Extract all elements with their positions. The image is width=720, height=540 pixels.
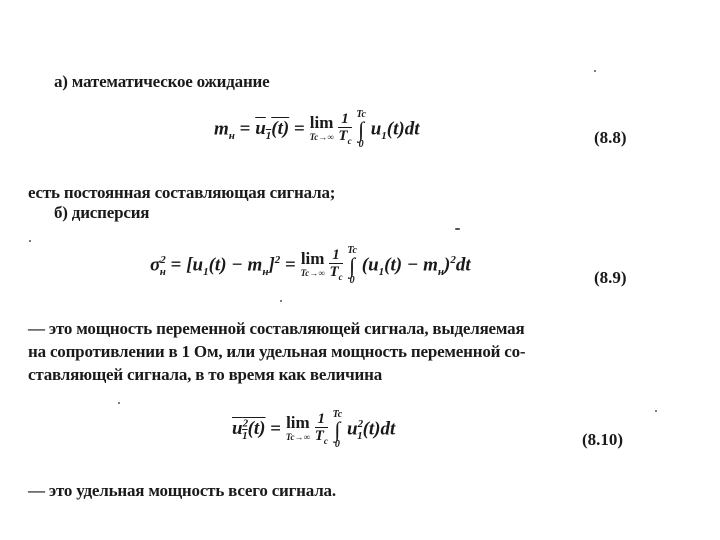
scan-speck xyxy=(118,402,120,404)
item-b-label: б) дисперсия xyxy=(54,203,150,222)
equation-8-9: $\sigma^2_н = [u_1(t) - m_н]^2$ = lim Tc→∞ $\frac{1}{T_c}$ Tc ∫ 0 $(u_1(t) - m_н)^2dt$ xyxy=(150,245,471,286)
equation-8-8: $m_н = u_1(t)$ = lim Tc→∞ $\frac{1}{T_c}$ Tc ∫ 0 $u_1(t)dt$ xyxy=(214,109,420,150)
equation-number-8-8: (8.8) xyxy=(594,128,627,147)
paragraph-line-1: — это мощность переменной составляющей сигнала, выделяемая xyxy=(28,319,525,338)
scan-speck xyxy=(655,410,657,412)
scan-speck xyxy=(455,228,460,230)
scan-speck xyxy=(594,70,596,72)
equation-number-8-9: (8.9) xyxy=(594,268,627,287)
equation-8-10: $u^2_1(t)$ = lim Tc→∞ $\frac{1}{T_c}$ Tc ∫ 0 $u^2_1(t)dt$ xyxy=(232,409,396,450)
scan-speck xyxy=(280,300,282,302)
paragraph-line-2: на сопротивлении в 1 Ом, или удельная мощность переменной со- xyxy=(28,342,526,361)
equation-number-8-10: (8.10) xyxy=(582,430,624,449)
scan-speck xyxy=(29,240,31,242)
item-a-label: а) математическое ожидание xyxy=(54,72,270,91)
constant-component-line: есть постоянная составляющая сигнала; xyxy=(28,183,336,202)
paragraph-line-3: ставляющей сигнала, в то время как величина xyxy=(28,365,383,384)
closing-line: — это удельная мощность всего сигнала. xyxy=(28,481,336,500)
